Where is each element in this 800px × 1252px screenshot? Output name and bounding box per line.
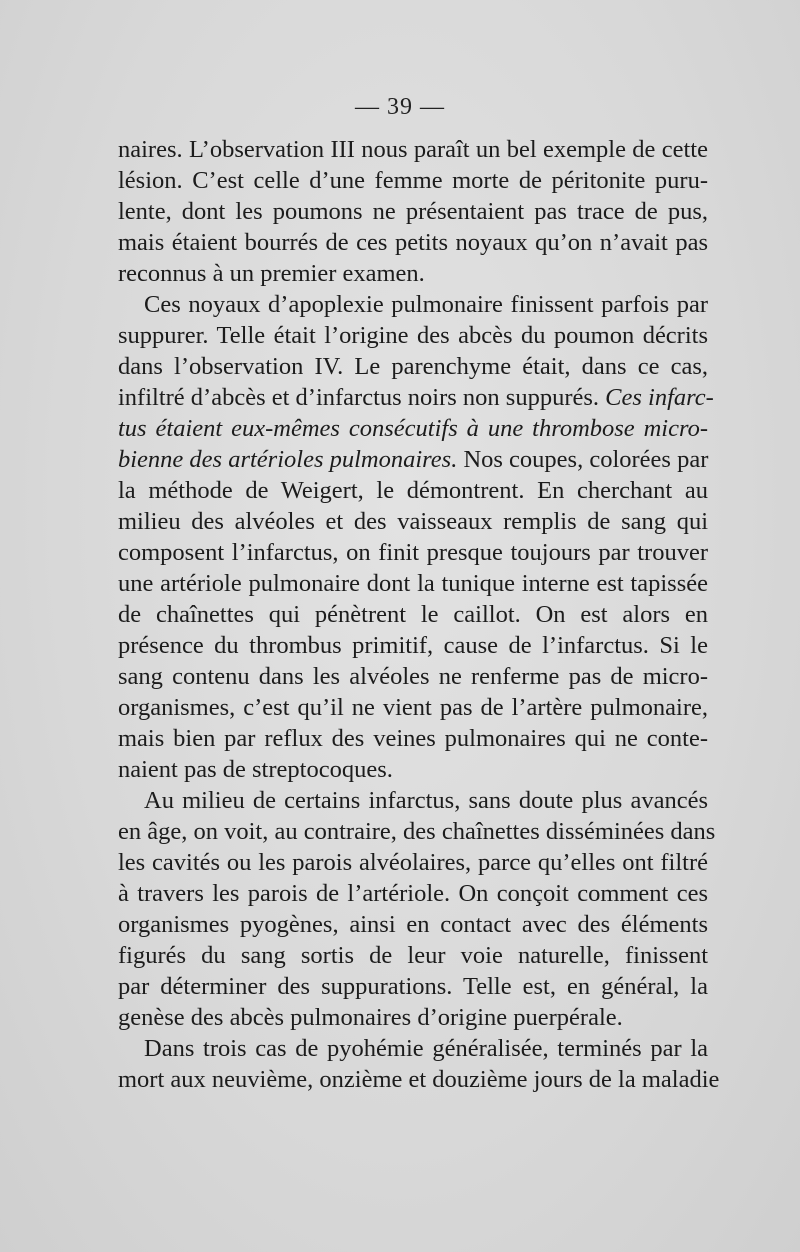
text-run: à travers les parois de l’artériole. On conçoit comment ces bbox=[118, 880, 708, 907]
text-line bbox=[118, 940, 708, 971]
text-line bbox=[118, 227, 708, 258]
text-run: une artériole pulmonaire dont la tunique interne est tapissée bbox=[118, 570, 708, 597]
text-run: genèse des abcès pulmonaires d’origine puerpérale. bbox=[118, 1004, 623, 1031]
text-line bbox=[118, 1033, 708, 1064]
text-line bbox=[118, 878, 708, 909]
text-line bbox=[118, 351, 708, 382]
text-run: présence du thrombus primitif, cause de l’infarctus. Si le bbox=[118, 632, 708, 659]
text-line bbox=[118, 289, 708, 320]
text-run: lésion. C’est celle d’une femme morte de péritonite puru- bbox=[118, 167, 708, 194]
text-run: de chaînettes qui pénètrent le caillot. On est alors en bbox=[118, 601, 708, 628]
text-run: Dans trois cas de pyohémie généralisée, terminés par la bbox=[144, 1035, 708, 1062]
text-line bbox=[118, 382, 714, 413]
text-line bbox=[118, 413, 708, 444]
text-run: infiltré d’abcès et d’infarctus noirs non suppurés. bbox=[118, 384, 600, 411]
text-run: en âge, on voit, au contraire, des chaînettes disséminées dans bbox=[118, 818, 716, 845]
text-run: figurés du sang sortis de leur voie naturelle, finissent bbox=[118, 942, 708, 969]
text-run: suppurer. Telle était l’origine des abcès du poumon décrits bbox=[118, 322, 708, 349]
text-run: reconnus à un premier examen. bbox=[118, 260, 425, 287]
text-line bbox=[118, 661, 708, 692]
text-run: organismes, c’est qu’il ne vient pas de l’artère pulmonaire, bbox=[118, 694, 708, 721]
text-line bbox=[118, 568, 708, 599]
text-run: naient pas de streptocoques. bbox=[118, 756, 393, 783]
text-run: naires. L’observation III nous paraît un bel exemple de cette bbox=[118, 136, 708, 163]
italic-run: tus étaient eux-mêmes consécutifs à une thrombose micro- bbox=[118, 415, 708, 442]
text-run: milieu des alvéoles et des vaisseaux remplis de sang qui bbox=[118, 508, 708, 535]
text-line bbox=[118, 320, 708, 351]
text-line bbox=[118, 537, 708, 568]
text-run: la méthode de Weigert, le démontrent. En cherchant au bbox=[118, 477, 708, 504]
text-run: mais étaient bourrés de ces petits noyaux qu’on n’avait pas bbox=[118, 229, 708, 256]
text-line bbox=[118, 1002, 708, 1033]
text-run: dans l’observation IV. Le parenchyme était, dans ce cas, bbox=[118, 353, 708, 380]
text-line bbox=[118, 165, 708, 196]
text-run: composent l’infarctus, on finit presque toujours par trouver bbox=[118, 539, 708, 566]
text-run: mort aux neuvième, onzième et douzième jours de la maladie bbox=[118, 1066, 720, 1093]
text-line bbox=[118, 692, 708, 723]
text-run: mais bien par reflux des veines pulmonaires qui ne conte- bbox=[118, 725, 708, 752]
text-line bbox=[118, 506, 708, 537]
body-text bbox=[118, 134, 720, 1095]
text-line bbox=[118, 258, 708, 289]
text-line bbox=[118, 847, 708, 878]
page-number: — 39 — bbox=[355, 94, 445, 120]
text-run: Ces noyaux d’apoplexie pulmonaire finissent parfois par bbox=[144, 291, 708, 318]
text-line bbox=[118, 134, 708, 165]
text-line bbox=[118, 1064, 720, 1095]
text-run: organismes pyogènes, ainsi en contact avec des éléments bbox=[118, 911, 708, 938]
text-line bbox=[118, 754, 708, 785]
italic-run: bienne des artérioles pulmonaires. bbox=[118, 446, 458, 473]
text-line bbox=[118, 785, 708, 816]
text-line bbox=[118, 909, 708, 940]
text-run: par déterminer des suppurations. Telle est, en général, la bbox=[118, 973, 708, 1000]
italic-run: Ces infarc- bbox=[605, 384, 714, 411]
text-line bbox=[118, 630, 708, 661]
text-line bbox=[118, 723, 708, 754]
text-run: sang contenu dans les alvéoles ne renferme pas de micro- bbox=[118, 663, 708, 690]
text-run: lente, dont les poumons ne présentaient pas trace de pus, bbox=[118, 198, 708, 225]
text-line bbox=[118, 475, 708, 506]
text-line bbox=[118, 196, 708, 227]
text-line bbox=[118, 816, 716, 847]
text-run: les cavités ou les parois alvéolaires, parce qu’elles ont filtré bbox=[118, 849, 708, 876]
text-line bbox=[118, 444, 708, 475]
text-run: Nos coupes, colorées par bbox=[463, 446, 709, 473]
text-line bbox=[118, 971, 708, 1002]
text-run: Au milieu de certains infarctus, sans doute plus avancés bbox=[144, 787, 708, 814]
text-line bbox=[118, 599, 708, 630]
